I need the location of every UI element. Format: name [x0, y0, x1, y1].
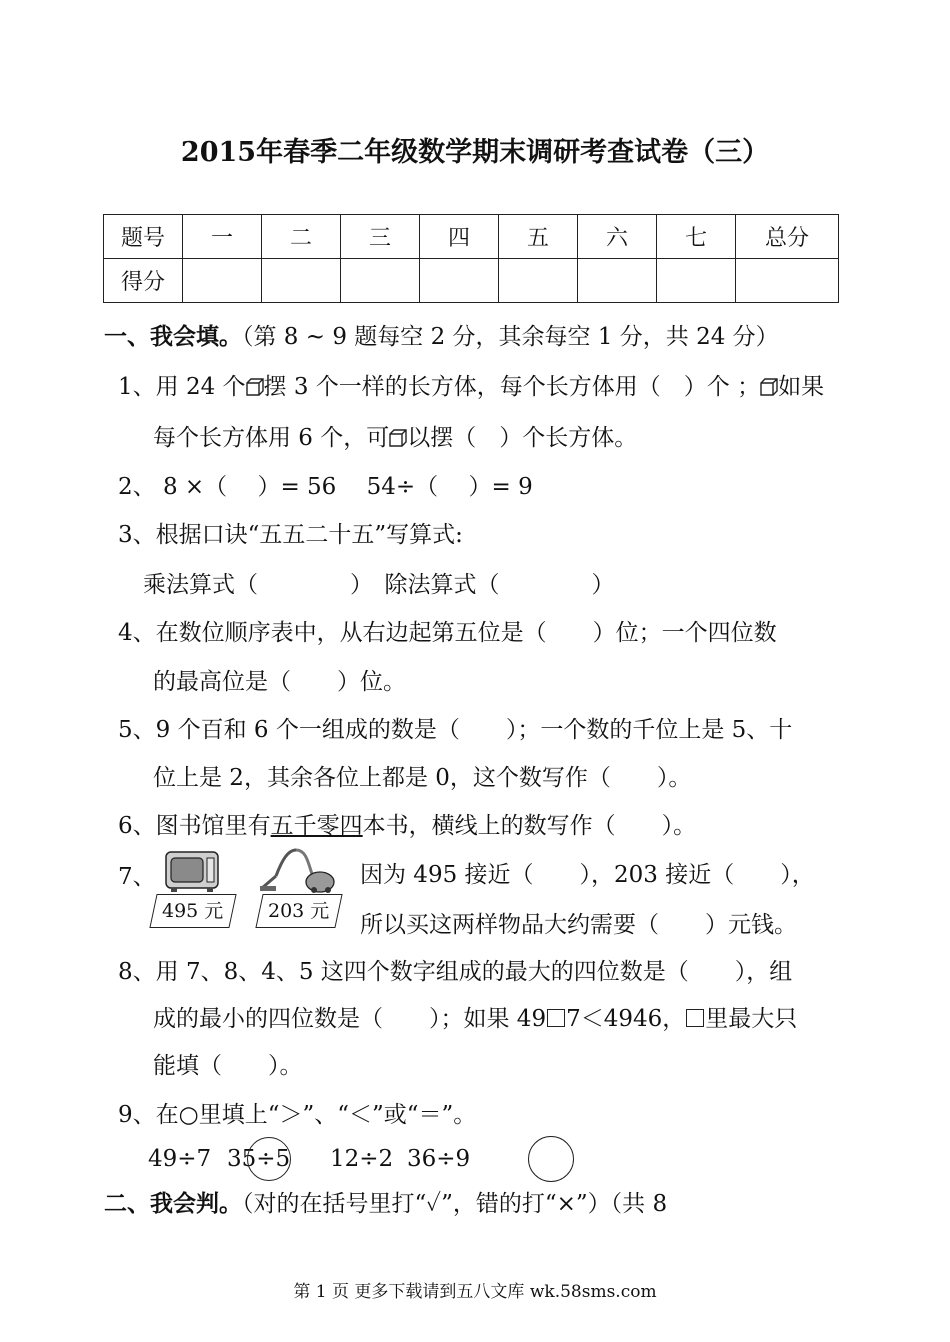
- score-cell[interactable]: [657, 259, 736, 303]
- question-9-line1: 9、在○里填上“＞”、“＜”或“＝”。: [118, 1102, 477, 1128]
- square-box-icon: [686, 1009, 704, 1027]
- q8-text-b: 7＜4946，: [566, 1006, 686, 1032]
- vacuum-price: 203 元: [268, 900, 330, 922]
- section2-title: 二、我会判。: [104, 1190, 242, 1217]
- q8-text-c: 里最大只: [705, 1006, 798, 1032]
- page-title: 2015年春季二年级数学期末调研考查试卷（三）: [180, 137, 770, 168]
- vacuum-price-tag: [255, 894, 342, 928]
- q6-text-a: 6、图书馆里有: [118, 813, 271, 839]
- question-7-line1: 因为 495 接近（ ），203 接近（ ），: [360, 862, 815, 888]
- question-4-line1: 4、在数位顺序表中，从右边起第五位是（ ）位；一个四位数: [118, 620, 777, 646]
- question-4-line2: 的最高位是（ ）位。: [153, 669, 406, 695]
- cube-icon: [246, 378, 264, 396]
- question-8-line3: 能填（ ）。: [153, 1053, 303, 1079]
- section1-heading: [104, 318, 779, 351]
- square-box-icon: [547, 1009, 565, 1027]
- section1-title: 一、我会填。: [104, 323, 242, 350]
- microwave-price: 495 元: [162, 900, 224, 922]
- q9-expr-2: 35÷5: [227, 1146, 291, 1172]
- question-8-line1: 8、用 7、8、4、5 这四个数字组成的最大的四位数是（ ），组: [118, 959, 793, 985]
- question-7-line2: 所以买这两样物品大约需要（ ）元钱。: [360, 912, 797, 938]
- question-3-line1: 3、根据口诀“五五二十五”写算式:: [118, 522, 463, 548]
- question-7-number: 7、: [118, 864, 156, 890]
- question-1-line2: [153, 419, 637, 452]
- score-table-header-cell: 一: [183, 215, 262, 259]
- score-table-header-cell: 六: [578, 215, 657, 259]
- answer-circle[interactable]: [528, 1136, 574, 1182]
- score-cell[interactable]: [736, 259, 839, 303]
- score-cell[interactable]: [183, 259, 262, 303]
- score-cell[interactable]: [341, 259, 420, 303]
- score-table-header-cell: 三: [341, 215, 420, 259]
- question-5-line2: 位上是 2，其余各位上都是 0，这个数写作（ ）。: [153, 765, 692, 791]
- score-cell[interactable]: [578, 259, 657, 303]
- q1-text-a: 1、用 24 个: [118, 374, 246, 400]
- vacuum-cleaner-icon: [258, 846, 338, 894]
- score-table-header-cell: 题号: [104, 215, 183, 259]
- question-3-line2: 乘法算式（ ） 除法算式（ ）: [143, 572, 615, 598]
- score-table-header-cell: 二: [262, 215, 341, 259]
- q9-expr-3: 12÷2: [330, 1146, 394, 1172]
- score-table-header-cell: 五: [499, 215, 578, 259]
- microwave-icon: [165, 850, 219, 894]
- question-6: [118, 807, 696, 840]
- page-footer: 第 1 页 更多下载请到五八文库 wk.58sms.com: [293, 1282, 657, 1302]
- answer-circle[interactable]: [247, 1137, 291, 1181]
- score-row-label: 得分: [104, 259, 183, 303]
- question-1-line1: [118, 368, 824, 401]
- score-table-header-cell: 总分: [736, 215, 839, 259]
- score-table-score-row: [104, 259, 839, 303]
- section1-note: （第 8 ~ 9 题每空 2 分，其余每空 1 分，共 24 分）: [242, 324, 779, 350]
- cube-icon: [389, 429, 407, 447]
- q1-text-d: 如果: [778, 374, 825, 400]
- score-cell[interactable]: [420, 259, 499, 303]
- section2-note: （对的在括号里打“✓”，错的打“×”）（共 8: [242, 1191, 668, 1217]
- score-cell[interactable]: [262, 259, 341, 303]
- q8-text-a: 成的最小的四位数是（ ）；如果 49: [153, 1006, 547, 1032]
- q1-text-g: 以摆（ ）个长方体。: [407, 425, 638, 451]
- score-table-header-row: [104, 215, 839, 259]
- question-2: 2、 8 ×（ ）= 56 54÷（ ）= 9: [118, 474, 533, 500]
- q1-text-f: ，可: [343, 425, 390, 451]
- question-5-line1: 5、9 个百和 6 个一组成的数是（ ）；一个数的千位上是 5、十: [118, 717, 793, 743]
- q6-text-b: 本书，横线上的数写作（ ）。: [362, 813, 697, 839]
- score-table: [103, 214, 839, 303]
- microwave-price-tag: [149, 894, 236, 928]
- q9-expr-4: 36÷9: [407, 1146, 471, 1172]
- score-cell[interactable]: [499, 259, 578, 303]
- section2-heading: [104, 1185, 667, 1218]
- q1-text-e: 每个长方体用 6 个: [153, 425, 344, 451]
- q1-text-b: 摆 3 个一样的长方体，每个长方体用（ ）个: [263, 374, 730, 400]
- q6-underlined-text: 五千零四: [270, 813, 363, 839]
- cube-icon: [760, 378, 778, 396]
- q9-expr-1: 49÷7: [148, 1146, 212, 1172]
- score-table-header-cell: 四: [420, 215, 499, 259]
- score-table-header-cell: 七: [657, 215, 736, 259]
- question-8-line2: [153, 1000, 797, 1033]
- q1-text-c: ；: [737, 374, 761, 400]
